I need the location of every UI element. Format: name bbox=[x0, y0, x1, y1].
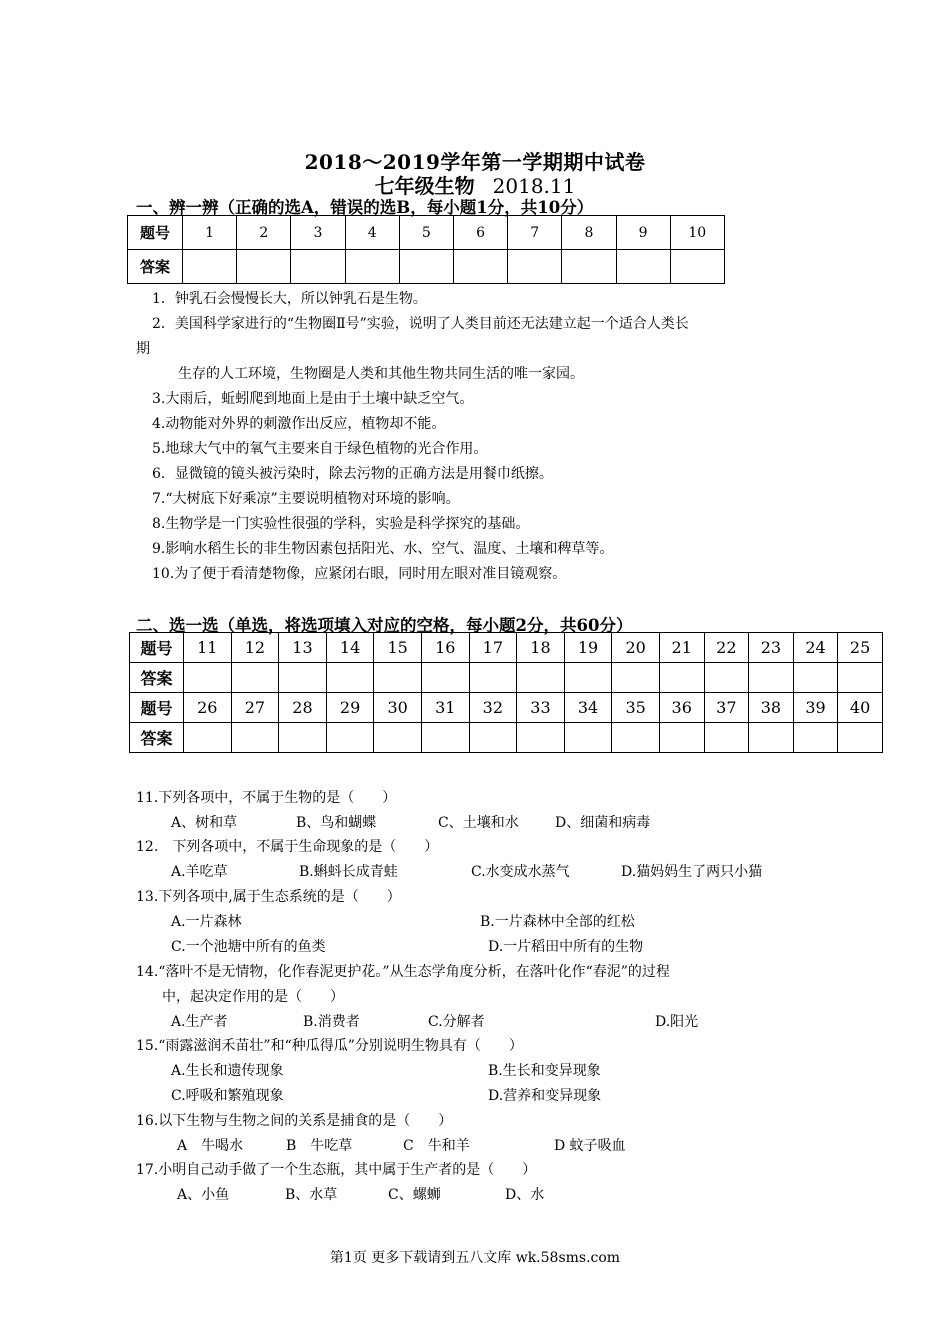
mc-question-17: 17.小明自己动手做了一个生态瓶，其中属于生产者的是（ ） bbox=[136, 1162, 537, 1178]
mc-question-14: 14.“落叶不是无情物，化作春泥更护花。”从生态学角度分析，在落叶化作“春泥”的过程 bbox=[136, 964, 670, 980]
row-label-answer: 答案 bbox=[130, 723, 184, 753]
answer-cell[interactable] bbox=[704, 723, 749, 753]
option: D、细菌和病毒 bbox=[555, 815, 651, 831]
question-number: 10 bbox=[670, 216, 724, 250]
answer-cell[interactable] bbox=[326, 723, 374, 753]
answer-cell[interactable] bbox=[517, 663, 565, 693]
row-label-number: 题号 bbox=[130, 633, 184, 663]
question-number: 26 bbox=[184, 693, 232, 723]
question-number: 12 bbox=[231, 633, 279, 663]
answer-cell[interactable] bbox=[564, 723, 612, 753]
grade-subject: 七年级生物 bbox=[374, 174, 475, 198]
table-row bbox=[130, 693, 883, 723]
option: D.猫妈妈生了两只小猫 bbox=[621, 864, 763, 880]
table-row bbox=[128, 250, 725, 284]
answer-cell[interactable] bbox=[838, 723, 883, 753]
question-number: 2 bbox=[237, 216, 291, 250]
tf-question-6: 6．显微镜的镜头被污染时，除去污物的正确方法是用餐巾纸擦。 bbox=[152, 466, 553, 482]
answer-cell[interactable] bbox=[231, 723, 279, 753]
tf-question-10: 10.为了便于看清楚物像，应紧闭右眼，同时用左眼对准目镜观察。 bbox=[152, 566, 567, 582]
question-number: 1 bbox=[183, 216, 237, 250]
question-number: 40 bbox=[838, 693, 883, 723]
question-number: 7 bbox=[508, 216, 562, 250]
option: C.一个池塘中所有的鱼类 bbox=[171, 939, 326, 955]
tf-question-2: 2．美国科学家进行的“生物圈Ⅱ号”实验，说明了人类目前还无法建立起一个适合人类长 bbox=[152, 316, 689, 332]
option: D、水 bbox=[505, 1187, 545, 1203]
option: C.呼吸和繁殖现象 bbox=[171, 1088, 284, 1104]
section1-heading: 一、辨一辨（正确的选A，错误的选B，每小题1分，共10分） bbox=[136, 198, 594, 217]
mc-question-16: 16.以下生物与生物之间的关系是捕食的是（ ） bbox=[136, 1113, 453, 1129]
row-label-number: 题号 bbox=[130, 693, 184, 723]
answer-cell[interactable] bbox=[508, 250, 562, 284]
answer-cell[interactable] bbox=[279, 723, 327, 753]
question-number: 38 bbox=[749, 693, 794, 723]
mc-question-11: 11.下列各项中，不属于生物的是（ ） bbox=[136, 790, 397, 806]
answer-cell[interactable] bbox=[659, 663, 704, 693]
option: B.生长和变异现象 bbox=[488, 1063, 601, 1079]
answer-cell[interactable] bbox=[345, 250, 399, 284]
row-label-answer: 答案 bbox=[128, 250, 183, 284]
option: D.阳光 bbox=[655, 1014, 699, 1030]
section2-heading: 二、选一选（单选，将选项填入对应的空格，每小题2分，共60分） bbox=[136, 616, 633, 635]
question-number: 4 bbox=[345, 216, 399, 250]
question-number: 28 bbox=[279, 693, 327, 723]
option: C、螺蛳 bbox=[388, 1187, 441, 1203]
answer-cell[interactable] bbox=[670, 250, 724, 284]
option: A 牛喝水 bbox=[177, 1138, 244, 1154]
question-number: 32 bbox=[469, 693, 517, 723]
option: A、小鱼 bbox=[177, 1187, 230, 1203]
question-number: 18 bbox=[517, 633, 565, 663]
answer-cell[interactable] bbox=[291, 250, 345, 284]
question-number: 3 bbox=[291, 216, 345, 250]
option: D 蚊子吸血 bbox=[554, 1138, 626, 1154]
option: B、水草 bbox=[285, 1187, 338, 1203]
answer-cell[interactable] bbox=[659, 723, 704, 753]
answer-cell[interactable] bbox=[564, 663, 612, 693]
answer-cell[interactable] bbox=[612, 663, 660, 693]
option: A.羊吃草 bbox=[171, 864, 228, 880]
tf-question-7: 7.“大树底下好乘凉”主要说明植物对环境的影响。 bbox=[152, 491, 460, 507]
question-number: 17 bbox=[469, 633, 517, 663]
question-number: 11 bbox=[184, 633, 232, 663]
question-number: 34 bbox=[564, 693, 612, 723]
question-number: 27 bbox=[231, 693, 279, 723]
mc-question-12: 12. 下列各项中，不属于生命现象的是（ ） bbox=[136, 839, 439, 855]
answer-cell[interactable] bbox=[399, 250, 453, 284]
question-number: 16 bbox=[421, 633, 469, 663]
answer-cell[interactable] bbox=[612, 723, 660, 753]
table-row bbox=[130, 663, 883, 693]
answer-cell[interactable] bbox=[704, 663, 749, 693]
option: B.蝌蚪长成青蛙 bbox=[299, 864, 398, 880]
answer-cell[interactable] bbox=[231, 663, 279, 693]
row-label-answer: 答案 bbox=[130, 663, 184, 693]
question-number: 30 bbox=[374, 693, 422, 723]
table-row bbox=[128, 216, 725, 250]
answer-cell[interactable] bbox=[374, 663, 422, 693]
question-number: 35 bbox=[612, 693, 660, 723]
answer-cell[interactable] bbox=[469, 723, 517, 753]
question-number: 15 bbox=[374, 633, 422, 663]
question-number: 29 bbox=[326, 693, 374, 723]
option: D.营养和变异现象 bbox=[488, 1088, 602, 1104]
answer-cell[interactable] bbox=[237, 250, 291, 284]
answer-cell[interactable] bbox=[838, 663, 883, 693]
option: B.一片森林中全部的红松 bbox=[480, 914, 635, 930]
answer-cell[interactable] bbox=[616, 250, 670, 284]
option: A.生长和遗传现象 bbox=[171, 1063, 284, 1079]
question-number: 14 bbox=[326, 633, 374, 663]
page-footer: 第1页 更多下载请到五八文库 wk.58sms.com bbox=[329, 1250, 621, 1266]
question-number: 6 bbox=[453, 216, 507, 250]
answer-cell[interactable] bbox=[184, 663, 232, 693]
question-number: 37 bbox=[704, 693, 749, 723]
option: B 牛吃草 bbox=[286, 1138, 353, 1154]
answer-cell[interactable] bbox=[749, 663, 794, 693]
tf-question-2-wrap: 期 bbox=[136, 341, 150, 357]
option: A.一片森林 bbox=[171, 914, 242, 930]
answer-cell[interactable] bbox=[279, 663, 327, 693]
section1-answer-table bbox=[127, 215, 725, 284]
option: B、鸟和蝴蝶 bbox=[296, 815, 377, 831]
question-number: 23 bbox=[749, 633, 794, 663]
answer-cell[interactable] bbox=[421, 723, 469, 753]
question-number: 22 bbox=[704, 633, 749, 663]
option: C 牛和羊 bbox=[403, 1138, 470, 1154]
question-number: 33 bbox=[517, 693, 565, 723]
tf-question-4: 4.动物能对外界的刺激作出反应，植物却不能。 bbox=[152, 416, 446, 432]
tf-question-1: 1．钟乳石会慢慢长大，所以钟乳石是生物。 bbox=[152, 291, 427, 307]
answer-cell[interactable] bbox=[517, 723, 565, 753]
mc-question-14-cont: 中，起决定作用的是（ ） bbox=[162, 989, 344, 1005]
question-number: 5 bbox=[399, 216, 453, 250]
tf-question-5: 5.地球大气中的氧气主要来自于绿色植物的光合作用。 bbox=[152, 441, 488, 457]
answer-cell[interactable] bbox=[749, 723, 794, 753]
mc-question-13: 13.下列各项中,属于生态系统的是（ ） bbox=[136, 889, 401, 905]
question-number: 36 bbox=[659, 693, 704, 723]
answer-cell[interactable] bbox=[374, 723, 422, 753]
section2-answer-table bbox=[129, 632, 883, 753]
row-label-number: 题号 bbox=[128, 216, 183, 250]
option: D.一片稻田中所有的生物 bbox=[488, 939, 644, 955]
table-row bbox=[130, 633, 883, 663]
table-row bbox=[130, 723, 883, 753]
answer-cell[interactable] bbox=[469, 663, 517, 693]
option: A.生产者 bbox=[171, 1014, 228, 1030]
answer-cell[interactable] bbox=[793, 723, 838, 753]
answer-cell[interactable] bbox=[421, 663, 469, 693]
option: C、土壤和水 bbox=[438, 815, 519, 831]
answer-cell[interactable] bbox=[453, 250, 507, 284]
option: C.分解者 bbox=[428, 1014, 485, 1030]
exam-date: 2018.11 bbox=[492, 174, 576, 198]
question-number: 24 bbox=[793, 633, 838, 663]
tf-question-9: 9.影响水稻生长的非生物因素包括阳光、水、空气、温度、土壤和稗草等。 bbox=[152, 541, 614, 557]
tf-question-3: 3.大雨后，蚯蚓爬到地面上是由于土壤中缺乏空气。 bbox=[152, 391, 474, 407]
tf-question-2-cont: 生存的人工环境，生物圈是人类和其他生物共同生活的唯一家园。 bbox=[178, 366, 584, 382]
answer-cell[interactable] bbox=[793, 663, 838, 693]
question-number: 19 bbox=[564, 633, 612, 663]
answer-cell[interactable] bbox=[326, 663, 374, 693]
question-number: 39 bbox=[793, 693, 838, 723]
answer-cell[interactable] bbox=[184, 723, 232, 753]
question-number: 13 bbox=[279, 633, 327, 663]
exam-title: 2018～2019学年第一学期期中试卷 bbox=[304, 150, 646, 174]
question-number: 9 bbox=[616, 216, 670, 250]
answer-cell[interactable] bbox=[562, 250, 616, 284]
tf-question-8: 8.生物学是一门实验性很强的学科，实验是科学探究的基础。 bbox=[152, 516, 530, 532]
answer-cell[interactable] bbox=[183, 250, 237, 284]
option: B.消费者 bbox=[303, 1014, 360, 1030]
question-number: 25 bbox=[838, 633, 883, 663]
mc-question-15: 15.“雨露滋润禾苗壮”和“种瓜得瓜”分别说明生物具有（ ） bbox=[136, 1038, 523, 1054]
question-number: 21 bbox=[659, 633, 704, 663]
option: A、树和草 bbox=[171, 815, 238, 831]
question-number: 8 bbox=[562, 216, 616, 250]
option: C.水变成水蒸气 bbox=[471, 864, 570, 880]
question-number: 20 bbox=[612, 633, 660, 663]
question-number: 31 bbox=[421, 693, 469, 723]
